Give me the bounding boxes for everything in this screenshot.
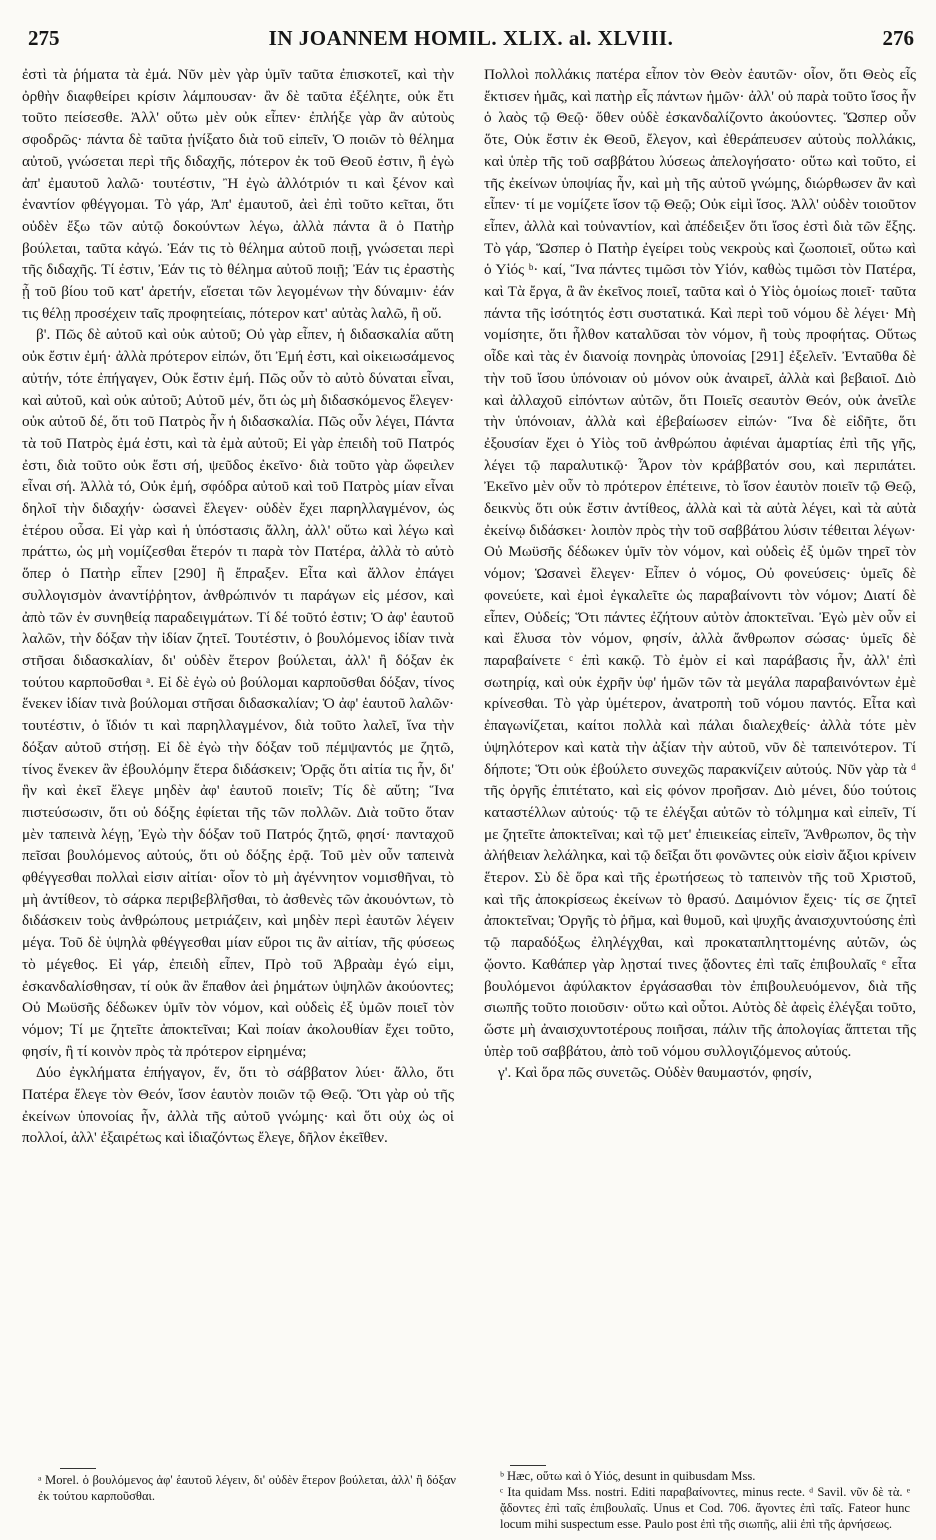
right-column [484,64,916,1459]
paragraph: Δύο ἐγκλήματα ἐπήγαγον, ἕν, ὅτι τὸ σάββατον λύει· ἄλλο, ὅτι Πατέρα ἔλεγε τὸν Θεόν, ἴσον ἑαυτὸν ποιῶν τῷ Θεῷ. Ὅτι γὰρ οὐ τῆς ἐκείνων ὑπονοίας ἦν, ἀλλὰ τῆς αὐτοῦ γνώμης· καὶ ὅτι οὐχ ὡς οἱ πολλοί, ἀλλ' ἐξαιρέτως καὶ ἰδιαζόντως ἔλεγε, δῆλον ἐκεῖθεν. [22,1064,454,1147]
page-number-right: 276 [882,26,914,50]
footnote: ᶜ Ita quidam Mss. nostri. Editi παραβαίνοντες, minus recte. ᵈ Savil. νῦν δὲ τὰ. ᵉ ᾄδοντες ἐπὶ ταῖς ἐπιβουλαῖς. Unus et Cod. 706. ἄγοντες ἐπὶ ταῖς. Fateor hunc locum mihi suspectum esse. Paulo post ἐπὶ τῆς σιωπῆς, alii ἐπὶ τῆς ἀρνήσεως. [500,1485,910,1531]
running-header [28,26,914,56]
paragraph: γ'. Καὶ ὅρα πῶς συνετῶς. Οὐδὲν θαυμαστόν, φησίν, [498,1064,812,1082]
left-column [22,64,454,1464]
paragraph: Πολλοὶ πολλάκις πατέρα εἶπον τὸν Θεὸν ἑαυτῶν· οἷον, ὅτι Θεὸς εἷς ἔκτισεν ἡμᾶς, καὶ πατὴρ εἷς πάντων ἡμῶν· ἀλλ' οὐ παρὰ τοῦτο ἴσος ἦν ὁ λαὸς τῷ Θεῷ· ὅθεν οὐδὲ ἐσκανδαλίζοντο ἀκούοντες. Ὥσπερ οὖν ὅτε, Οὐκ ἔστιν ἐκ Θεοῦ, ἔλεγον, καὶ ἐθεράπευσεν αὐτοὺς πολλάκις, καὶ ὑπὲρ τῆς τοῦ σαββάτου λύσεως ἀπελογήσατο· οὕτω καὶ τοῦτο, εἰ τῆς ἐκείνων ὑποψίας ἦν, καὶ μὴ τῆς αὐτοῦ γνώμης, διώρθωσεν ἂν καὶ εἶπεν· τί με νομίζετε ἴσον τῷ Θεῷ; Οὐκ εἰμὶ ἴσος. Ἀλλ' οὐδὲν τοιοῦτον εἶπεν, ἀλλὰ καὶ τοὐναντίον, καὶ ἀπέδειξεν ὅτι ἴσος ἐστὶ διὰ τῶν ἔξης. Τὸ γάρ, Ὥσπερ ὁ Πατὴρ ἐγείρει τοὺς νεκροὺς καὶ ζωοποιεῖ, οὕτω καὶ ὁ Υἱός ᵇ· καί, Ἵνα πάντες τιμῶσι τὸν Υἱόν, καθὼς τιμῶσι τὸν Πατέρα, καὶ Τὰ ἔργα, ἃ ἂν ἐκεῖνος ποιεῖ, ταῦτα καὶ ὁ Υἱὸς ὁμοίως ποιεῖ· ταῦτα πάντα τῆς ἰσότητός ἐστι συστατικά. Καὶ περὶ τοῦ νόμου δὲ λέγει· Μὴ νομίσητε, ὅτι ἦλθον καταλῦσαι τὸν νόμον, ἢ τοὺς προφήτας. Οὕτως οἶδε καὶ τὰς ἐν διανοίᾳ πονηρὰς ὑπονοίας [291] ἐξελεῖν. Ἐνταῦθα δὲ τὴν τοῦ ἴσου ὑπόνοιαν οὐ μόνον οὐκ ἀναιρεῖ, ἀλλὰ καὶ βεβαιοῖ. Διὸ καὶ ἀλλαχοῦ εἰπόντων αὐτῶν, ὅτι Ποιεῖς σεαυτὸν Θεόν, οὐκ ἀνεῖλε τὴν ὑπόνοιαν, ἀλλὰ καὶ ἐβεβαίωσεν εἰπών· Ἵνα δὲ εἰδῆτε, ὅτι ἐξουσίαν ἔχει ὁ Υἱὸς τοῦ ἀνθρώπου ἀφιέναι ἁμαρτίας ἐπὶ τῆς γῆς, λέγει τῷ παραλυτικῷ· Ἆρον τὸν κράββατόν σου, καὶ περιπάτει. Ἐκεῖνο μὲν οὖν τὸ πρότερον ἐπέτεινε, τὸ ἴσον ἑαυτὸν ποιεῖν τῷ Θεῷ, δεικνὺς ὅτι οὐκ ἔστιν ἀντίθεος, ἀλλὰ καὶ τὰ αὐτὰ λέγει, καὶ τὰ αὐτὰ ἐκείνῳ διδάσκει· λοιπὸν πρὸς τὴν τοῦ σαββάτου λύσιν τέθειται λέγων· Οὐ Μωϋσῆς δέδωκεν ὑμῖν τὸν νόμον, καὶ οὐδεὶς ἐξ ὑμῶν τηρεῖ τὸν νόμον; Ὡσανεὶ ἔλεγεν· Εἶπεν ὁ νόμος, Οὐ φονεύσεις· ὑμεῖς δὲ φονεύετε, καὶ ἐμοὶ ἐγκαλεῖτε ὡς παραβαίνοντι τὸν νόμον; Διατί δὲ εἶπεν, Οὐδείς; Ὅτι πάντες ἐζήτουν αὐτὸν ἀποκτεῖναι. Ἐγὼ μὲν οὖν εἰ καὶ ἔλυσα τὸν νόμον, φησίν, ἀλλὰ ἄνθρωπον σώσας· ὑμεῖς δὲ παραβαίνετε ᶜ ἐπὶ κακῷ. Τὸ ἐμὸν εἰ καὶ παράβασις ἦν, ἀλλ' ἐπὶ σωτηρίᾳ, καὶ οὐκ ἐχρῆν ὑφ' ἡμῶν τῶν τὰ μεγάλα παραβαινόντων ἐμὲ κρίνεσθαι. Τὸ γὰρ ὑμέτερον, ἀνατροπὴ τοῦ νόμου παντός. Εἶτα καὶ ἐπαγωνίζεται, καίτοι πολλὰ καὶ πάλαι διαλεχθείς· ἀλλὰ τότε μὲν ὑψηλότερον καὶ κατὰ τὴν ἀξίαν τὴν αὐτοῦ, νῦν δὲ ταπεινότερον. Τί δήποτε; Ὅτι οὐκ ἐβούλετο συνεχῶς παρακνίζειν αὐτούς. Νῦν γὰρ τὰ ᵈ τῆς ὀργῆς ἐπιτέτατο, καὶ εἰς φόνον προῆσαν. Διὸ μένει, δύο τούτοις καταστέλλων αὐτούς· τῷ τε ἐλέγξαι αὐτῶν τὸ τόλμημα καὶ εἰπεῖν, Τί με ζητεῖτε ἀποκτεῖναι; καὶ τῷ μετ' ἐπιεικείας εἰπεῖν, Ἄνθρωπον, ὃς τὴν ἀλήθειαν λελάληκα, καὶ τῷ δεῖξαι ὅτι φονῶντες οὐκ εἰσὶν ἄξιοι κρίνειν ἕτερον. Σὺ δὲ ὅρα καὶ τῆς ἐρωτήσεως τὸ ταπεινὸν τῆς τοῦ Χριστοῦ, καὶ τῆς ἀποκρίσεως ἐκείνων τὸ θρασύ. Δαιμόνιον ἔχεις· τίς σε ζητεῖ ἀποκτεῖναι; Ὀργῆς τὸ ῥῆμα, καὶ θυμοῦ, καὶ ψυχῆς ἀναισχυντούσης ἐπὶ τῷ παραδόξως ἐληλέγχθαι, καὶ προκαταπληττομένης αὐτῶν, ὡς ᾤοντο. Καθάπερ γὰρ λῃσταί τινες ᾄδοντες ἐπὶ ταῖς ἐπιβουλαῖς ᵉ εἶτα βουλόμενοι ἀφύλακτον ἐργάσασθαι τὸν ἐπιβουλευόμενον, διὰ τῆς σιωπῆς τοῦτο ποιοῦσιν· οὕτω καὶ οὗτοι. Αὐτὸς δὲ ἀφεὶς ἐλέγξαι τοῦτο, ὥστε μὴ ἀναισχυντοτέρους ποιῆσαι, πάλιν τῆς ἀπολογίας ἅπτεται τῆς ὑπὲρ τοῦ σαββάτου, ἀπὸ τοῦ νόμου συλλογιζόμενος αὐτούς. [484,66,916,1060]
paragraph: β'. Πῶς δὲ αὐτοῦ καὶ οὐκ αὐτοῦ; Οὐ γὰρ εἶπεν, ἡ διδασκαλία αὕτη οὐκ ἔστιν ἐμή· ἀλλὰ πρότερον εἰπών, ὅτι Ἐμή ἐστι, καὶ οἰκειωσάμενος αὐτήν, τότε ἐπήγαγεν, Οὐκ ἔστιν ἐμή. Πῶς οὖν τὸ αὐτὸ δύναται εἶναι, καὶ αὐτοῦ, καὶ οὐκ αὐτοῦ; Αὐτοῦ μέν, ὅτι ὡς μὴ διδασκόμενος ἔλεγεν· οὐκ αὐτοῦ δέ, ὅτι τοῦ Πατρὸς ἦν ἡ διδασκαλία. Πῶς οὖν λέγει, Πάντα τὰ τοῦ Πατρὸς ἐμά ἐστι, καὶ τὰ ἐμὰ αὐτοῦ; Εἰ γὰρ ἐπειδὴ τοῦ Πατρός ἐστι, διὰ τοῦτο οὐκ ἔστι σή, ψεῦδος ἐκεῖνο· διὰ τοῦτο γὰρ ὤφειλεν εἶναι σή. Ἀλλὰ τό, Οὐκ ἐμή, σφόδρα αὐτοῦ καὶ τοῦ Πατρὸς μίαν εἶναι δηλοῖ τὴν διδαχήν· ὡσανεὶ ἔλεγεν· οὐδὲν ἔχει παρηλλαγμένον, ὡς ἑτέρου οὖσα. Εἰ γὰρ καὶ ἡ ὑπόστασις ἄλλη, ἀλλ' οὕτω καὶ λέγω καὶ πράττω, ὡς μὴ νομίζεσθαι ἕτερόν τι παρὰ τὸν Πατέρα, ἀλλὰ τὸ αὐτὸ ὅπερ ὁ Πατὴρ εἶπεν [290] ἢ ἔπραξεν. Εἶτα καὶ ἄλλον ἐπάγει συλλογισμὸν ἀναντίῤῥητον, ἀνθρώπινόν τι παράγων εἰς μέσον, καὶ ἀπὸ τῶν ἐν συνηθείᾳ παραδειγμάτων. Τί δέ τοῦτό ἐστιν; Ὁ ἀφ' ἑαυτοῦ λαλῶν, τὴν δόξαν τὴν ἰδίαν ζητεῖ. Τουτέστιν, ὁ βουλόμενος ἰδίαν τινὰ στῆσαι διδασκαλίαν, δι' οὐδὲν ἕτερον βούλεται, ἀλλ' ἢ δόξαν ἐκ τούτου καρποῦσθαι ᵃ. Εἰ δὲ ἐγὼ οὐ βούλομαι καρποῦσθαι δόξαν, τίνος ἕνεκεν ἰδίαν τινὰ βούλομαι στῆσαι διδασκαλίαν; Ὁ ἀφ' ἑαυτοῦ λαλῶν· τουτέστιν, ὁ ἴδιόν τι καὶ παρηλλαγμένον, διὰ τοῦτο λαλεῖ, ἵνα τὴν δόξαν αὐτοῦ στήσῃ. Εἰ δὲ ἐγὼ τὴν δόξαν τοῦ πέμψαντός με ζητῶ, τίνος ἕνεκεν ἂν ἐβουλόμην ἕτερα διδάσκειν; Ὁρᾷς ὅτι αἰτία τις ἦν, δι' ἣν καὶ ἐκεῖ ἔλεγε μηδὲν ἀφ' ἑαυτοῦ ποιεῖν; Τίς δὲ αὕτη; Ἵνα πιστεύσωσιν, ὅτι οὐ δόξης ἐφίεται τῆς τῶν πολλῶν. Διὰ τοῦτο ὅταν μὲν ταπεινὰ λέγῃ, Ἐγὼ τὴν δόξαν τοῦ Πατρός ζητῶ, φησί· πανταχοῦ πεῖσαι βουλόμενος αὐτούς, ὅτι οὐ δόξης ἐρᾷ. Τοῦ μὲν οὖν ταπεινὰ φθέγγεσθαι πολλαὶ εἰσιν αἰτίαι· οἷον τὸ μὴ ἀγέννητον νομισθῆναι, τὸ μὴ ἀντίθεον, τὸ σάρκα περιβεβλῆσθαι, τὸ ἀσθενὲς τῶν ἀκουόντων, τὸ διδάσκειν τοὺς ἀνθρώπους μετριάζειν, καὶ μηδὲν περὶ ἑαυτῶν λέγειν μέγα. Τοῦ δὲ ὑψηλὰ φθέγγεσθαι μίαν εὕροι τις ἂν αἰτίαν, τῆς φύσεως τὸ μέγεθος. Εἰ γάρ, ἐπειδὴ εἶπεν, Πρὸ τοῦ Ἀβραὰμ ἐγώ εἰμι, ἐσκανδαλίσθησαν, τί οὐκ ἂν ἔπαθον ἀεὶ ῥημάτων ὑψηλῶν ἀκούοντες; Οὐ Μωϋσῆς δέδωκεν ὑμῖν τὸν νόμον, καὶ οὐδεὶς ἐξ ὑμῶν ποιεῖ τὸν νόμον; Τί με ζητεῖτε ἀποκτεῖναι; Καὶ ποίαν ἀκολουθίαν ἔχει τοῦτο, φησίν, ἢ τί κοινὸν πρὸς τὰ πρότερον εἰρημένα; [22,326,454,1060]
footnote: ᵃ Morel. ὁ βουλόμενος ἀφ' ἑαυτοῦ λέγειν, δι' οὐδὲν ἕτερον βούλεται, ἀλλ' ἢ δόξαν ἐκ τούτου καρποῦσθαι. [38,1473,456,1503]
footnotes-right [500,1468,910,1532]
footnote-divider [60,1468,96,1469]
footnote: ᵇ Hæc, οὕτω καὶ ὁ Υἱός, desunt in quibusdam Mss. [500,1469,756,1483]
footnotes-left [38,1472,456,1504]
running-title: IN JOANNEM HOMIL. XLIX. al. XLVIII. [268,26,674,50]
paragraph: ἐστὶ τὰ ῥήματα τὰ ἐμά. Νῦν μὲν γὰρ ὑμῖν ταῦτα ἐπισκοτεῖ, καὶ τὴν ὀρθὴν διαφθείρει κρίσιν λάμπουσαν· ἂν δὲ ταῦτα ἐξέλητε, οὐκ ἔτι τοῦτο πείσεσθε. Ἀλλ' οὕτω μὲν οὐκ εἶπεν· ἐπλήξε γὰρ ἂν αὐτοὺς σφοδρῶς· πάντα δὲ ταῦτα ᾐνίξατο διὰ τοῦ εἰπεῖν, Ὁ ποιῶν τὸ θέλημα αὐτοῦ, γνώσεται περὶ τῆς διδαχῆς, πότερον ἐκ τοῦ Θεοῦ ἐστιν, ἢ ἐγὼ ἀπ' ἐμαυτοῦ λαλῶ· τουτέστιν, Ἢ ἐγὼ ἀλλότριόν τι καὶ ξένον καὶ ἐναντίον φθέγγομαι. Τὸ γάρ, Ἀπ' ἐμαυτοῦ, ἀεὶ ἐπὶ τοῦτο κεῖται, ὅτι οὐδὲν ἔξω τῶν αὐτῷ δοκούντων λέγω, ἀλλὰ πάντα ἃ ὁ Πατὴρ βούλεται, ταῦτα κἀγώ. Ἐάν τις τὸ θέλημα αὐτοῦ ποιῇ, γνώσεται περὶ τῆς διδαχῆς. Τί ἐστιν, Ἐάν τις τὸ θέλημα αὐτοῦ ποιῇ; Ἐάν τις ἐραστὴς ᾖ τοῦ βίου τοῦ κατ' ἀρετήν, εἴσεται τῶν λεγομένων τὴν δύναμιν· ἐάν τις θέλῃ προσέχειν ταῖς προφητείαις, πότερον κατ' αὐτὰς λαλῶ, ἢ οὔ. [22,66,454,322]
page-number-left: 275 [28,26,60,50]
footnote-divider [510,1465,546,1466]
